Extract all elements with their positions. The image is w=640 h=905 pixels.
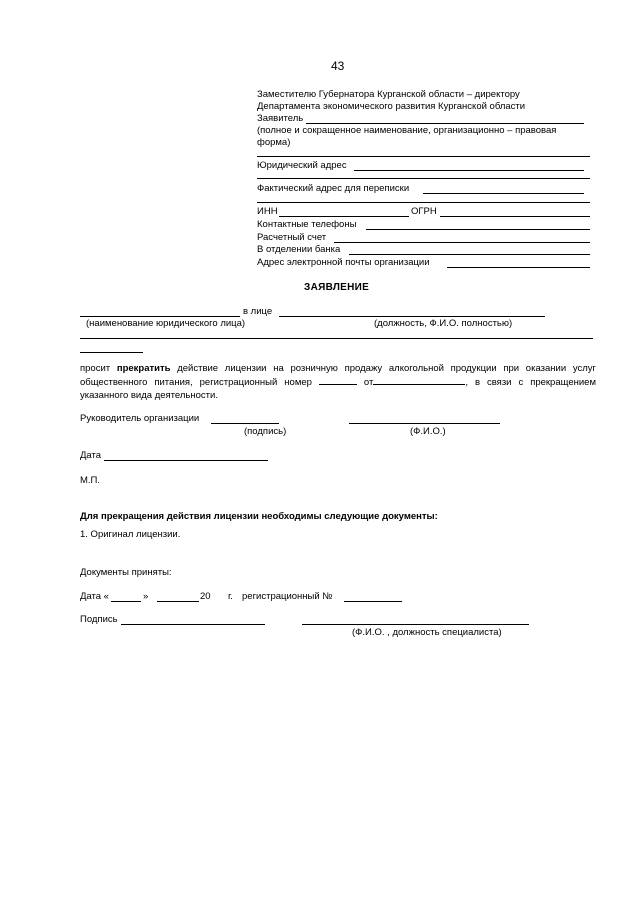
bank-field[interactable] — [349, 254, 590, 255]
inn-field[interactable] — [279, 216, 409, 217]
date-field[interactable] — [104, 460, 268, 461]
acceptance-year-suffix: г. — [228, 591, 233, 602]
applicant-hint-1: (полное и сокращенное наименование, организационно – правовая — [257, 125, 557, 136]
ogrn-field[interactable] — [440, 216, 590, 217]
name-hint: (Ф.И.О.) — [410, 426, 446, 437]
applicant-field[interactable] — [306, 123, 584, 124]
bank-label: В отделении банка — [257, 244, 341, 255]
ogrn-label: ОГРН — [411, 206, 437, 217]
representative-extra-field[interactable] — [80, 338, 593, 339]
head-name-field[interactable] — [349, 423, 500, 424]
addressee-line-1: Заместителю Губернатора Курганской области – директору — [257, 89, 520, 100]
request-emphasis: прекратить — [116, 363, 171, 374]
position-hint: (должность, Ф.И.О. полностью) — [374, 318, 513, 329]
acceptance-reg-label: регистрационный № — [242, 591, 333, 602]
representative-field[interactable] — [279, 316, 545, 317]
in-person-label: в лице — [243, 306, 273, 317]
request-text-before: просит — [80, 363, 117, 374]
request-paragraph — [80, 362, 596, 402]
acceptance-month-field[interactable] — [157, 601, 199, 602]
legal-address-label: Юридический адрес — [257, 160, 347, 171]
legal-address-extra-field[interactable] — [257, 178, 590, 179]
license-date-field[interactable] — [373, 375, 465, 385]
head-label: Руководитель организации — [80, 413, 200, 424]
signature-hint: (подпись) — [244, 426, 287, 437]
actual-address-field[interactable] — [423, 193, 584, 194]
account-field[interactable] — [334, 242, 590, 243]
email-label: Адрес электронной почты организации — [257, 257, 430, 268]
acceptance-day-field[interactable] — [111, 601, 141, 602]
phones-label: Контактные телефоны — [257, 219, 357, 230]
inn-label: ИНН — [257, 206, 278, 217]
applicant-label: Заявитель — [257, 113, 304, 124]
specialist-name-field[interactable] — [302, 624, 529, 625]
date-label: Дата — [80, 450, 102, 461]
request-text-after: действие лицензии на розничную продажу алкогольной продукции при оказании услуг общественного питания, регистрационный номер — [80, 363, 596, 388]
acceptance-signature-field[interactable] — [121, 624, 265, 625]
license-number-field[interactable] — [319, 375, 357, 385]
request-from-label: от — [356, 377, 374, 388]
acceptance-date-label: Дата « — [80, 591, 109, 602]
addressee-line-2: Департамента экономического развития Курганской области — [257, 101, 526, 112]
document-title: ЗАЯВЛЕНИЕ — [304, 282, 370, 293]
accepted-label: Документы приняты: — [80, 567, 172, 578]
representative-extra-field-2[interactable] — [80, 352, 143, 353]
request-text-end: , в связи с прекращением указанного вида деятельности. — [80, 377, 596, 401]
phones-field[interactable] — [366, 229, 590, 230]
documents-item-1: 1. Оригинал лицензии. — [80, 529, 181, 540]
actual-address-label: Фактический адрес для переписки — [257, 183, 410, 194]
email-field[interactable] — [447, 267, 590, 268]
actual-address-extra-field[interactable] — [257, 202, 590, 203]
acceptance-signature-label: Подпись — [80, 614, 118, 625]
legal-address-field[interactable] — [354, 170, 584, 171]
head-signature-field[interactable] — [211, 423, 279, 424]
documents-heading: Для прекращения действия лицензии необходимы следующие документы: — [80, 511, 438, 522]
acceptance-date-close: » — [143, 591, 149, 602]
acceptance-reg-number-field[interactable] — [344, 601, 402, 602]
stamp-label: М.П. — [80, 475, 101, 486]
specialist-hint: (Ф.И.О. , должность специалиста) — [352, 627, 502, 638]
account-label: Расчетный счет — [257, 232, 327, 243]
applicant-hint-2: форма) — [257, 137, 291, 148]
page-number: 43 — [331, 59, 345, 73]
legal-entity-hint: (наименование юридического лица) — [86, 318, 246, 329]
applicant-extra-field[interactable] — [257, 156, 590, 157]
acceptance-year-prefix: 20 — [200, 591, 211, 602]
legal-entity-field[interactable] — [80, 316, 240, 317]
